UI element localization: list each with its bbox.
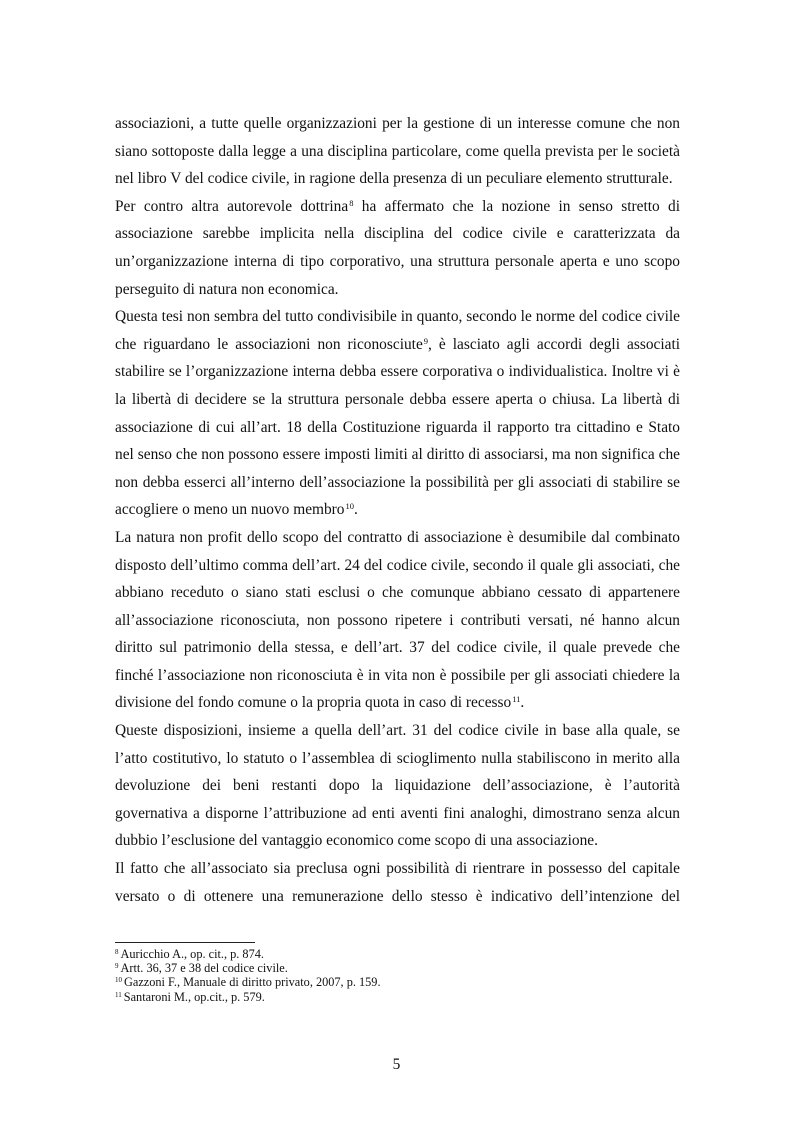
footnote-8: $^8$ Auricchio A., op. cit., p. 874.: [115, 947, 264, 961]
page-number: 5: [392, 1056, 401, 1073]
paragraph-1: associazioni, a tutte quelle organizzazioni per la gestione di un interesse comune che non siano sottoposte dalla legge a una disciplina particolare, come quella prevista per le società nel libro V del codice civile, in ragione della presenza di un peculiare elemento strutturale.: [115, 115, 680, 188]
paragraph-4: La natura non profit dello scopo del contratto di associazione è desumibile dal combinato disposto dell’ultimo comma dell’art. 24 del codice civile, secondo il quale gli associati, che abbiano receduto o siano stati esclusi o che comunque abbiano cessato di appartenere all’associazione riconosciuta, non possono ripetere i contributi versati, né hanno alcun diritto sul patrimonio della stessa, e dell’art. 37 del codice civile, il quale prevede che finché l’associazione non riconosciuta è in vita non è possibile per gli associati chiedere la divisione del fondo comune o la propria quota in caso di recesso$^{11}$.: [115, 528, 680, 712]
paragraph-2: Per contro altra autorevole dottrina$^8$ ha affermato che la nozione in senso stretto di associazione sarebbe implicita nella disciplina del codice civile e caratterizzata da un’organizzazione interna di tipo corporativo, una struttura personale aperta e uno scopo perseguito di natura non economica.: [115, 197, 680, 298]
footnote-ref-9[interactable]: 9: [423, 335, 429, 346]
footnote-ref-10[interactable]: 10: [345, 501, 355, 512]
footnotes: [115, 947, 680, 1004]
footnote-ref-11[interactable]: 11: [512, 694, 521, 705]
paragraph-3: Questa tesi non sembra del tutto condivisibile in quanto, secondo le norme del codice civile che riguardano le associazioni non riconosciute$^9$, è lasciato agli accordi degli associati stabilire se l’organizzazione interna debba essere corporativa o individualistica. Inoltre vi è la libertà di decidere se la struttura personale debba essere aperta o chiusa. La libertà di associazione di cui all’art. 18 della Costituzione riguarda il rapporto tra cittadino e Stato nel senso che non possono essere imposti limiti al diritto di associarsi, ma non significa che non debba esserci all’interno dell’associazione la possibilità per gli associati di stabilire se accogliere o meno un nuovo membro$^{10}$.: [115, 308, 681, 519]
paragraph-6: Il fatto che all’associato sia preclusa ogni possibilità di rientrare in possesso del capitale versato o di ottenere una remunerazione dello stesso è indicativo dell’intenzione del: [115, 860, 680, 905]
body-text: [115, 110, 680, 910]
footnote-10: $^{10}$ Gazzoni F., Manuale di diritto privato, 2007, p. 159.: [115, 975, 381, 990]
footnote-ref-8[interactable]: 8: [349, 197, 354, 208]
footnote-9: $^9$ Artt. 36, 37 e 38 del codice civile.: [115, 961, 288, 976]
paragraph-5: Queste disposizioni, insieme a quella dell’art. 31 del codice civile in base alla quale, se l’atto costitutivo, lo statuto o l’assemblea di scioglimento nulla stabiliscono in merito alla devoluzione dei beni restanti dopo la liquidazione dell’associazione, è l’autorità governativa a disporne l’attribuzione ad enti aventi fini analoghi, dimostrano senza alcun dubbio l’esclusione del vantaggio economico come scopo di una associazione.: [115, 722, 680, 850]
footnote-11: $^{11}$ Santaroni M., op.cit., p. 579.: [115, 989, 265, 1004]
footnote-separator: [115, 942, 255, 943]
